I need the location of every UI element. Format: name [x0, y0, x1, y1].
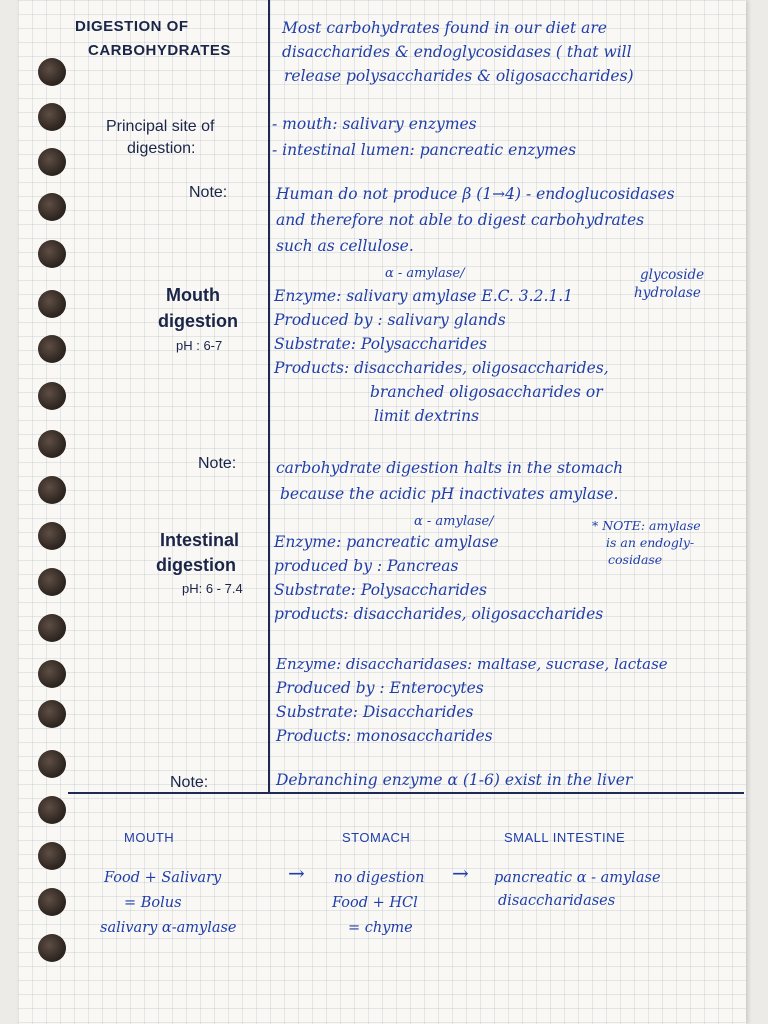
intro-line-1: Most carbohydrates found in our diet are: [282, 19, 607, 37]
binder-hole: [38, 888, 66, 916]
diagram-stomach-line-2: Food + HCl: [332, 895, 418, 911]
disaccharidase-produced-by: Produced by : Enterocytes: [276, 679, 484, 697]
mouth-side-note-1: glycoside: [640, 267, 705, 283]
mouth-digestion-label-1: Mouth: [166, 285, 220, 305]
note-2-line-2: because the acidic pH inactivates amylase.: [280, 485, 619, 503]
diagram-mouth-line-1: Food + Salivary: [104, 870, 222, 886]
intestinal-products: products: disaccharides, oligosaccharides: [274, 605, 604, 623]
diagram-mouth-line-3: salivary α-amylase: [100, 920, 237, 936]
intro-line-2: disaccharides & endoglycosidases ( that will: [282, 43, 632, 61]
intestinal-ph: pH: 6 - 7.4: [182, 581, 243, 596]
binder-hole: [38, 934, 66, 962]
binder-hole: [38, 193, 66, 221]
binder-hole: [38, 58, 66, 86]
binder-hole: [38, 240, 66, 268]
diagram-arrow-1: →: [288, 861, 305, 885]
binder-hole: [38, 614, 66, 642]
diagram-stomach-line-3: = chyme: [348, 920, 413, 936]
intestinal-enzyme-insertion: α - amylase/: [414, 514, 494, 529]
mouth-side-note-2: hydrolase: [634, 285, 701, 301]
binder-hole: [38, 700, 66, 728]
principal-site-line-2: - intestinal lumen: pancreatic enzymes: [272, 141, 577, 159]
mouth-produced-by: Produced by : salivary glands: [274, 311, 506, 329]
diagram-header-stomach: STOMACH: [342, 830, 411, 845]
mouth-products-2: branched oligosaccharides or: [370, 383, 603, 401]
binder-holes: [35, 0, 71, 1024]
binder-hole: [38, 382, 66, 410]
mouth-ph: pH : 6-7: [176, 338, 223, 353]
note-1-line-2: and therefore not able to digest carbohydrates: [276, 211, 645, 229]
diagram-header-small-intestine: SMALL INTESTINE: [504, 830, 626, 845]
disaccharidase-products: Products: monosaccharides: [276, 727, 493, 745]
disaccharidase-substrate: Substrate: Disaccharides: [276, 703, 474, 721]
note-3-line: Debranching enzyme α (1-6) exist in the liver: [276, 771, 633, 789]
principal-site-label-1: Principal site of: [106, 118, 215, 135]
binder-hole: [38, 796, 66, 824]
note-1-line-3: such as cellulose.: [276, 237, 414, 255]
binder-hole: [38, 476, 66, 504]
intestinal-digestion-label-2: digestion: [156, 555, 236, 575]
binder-hole: [38, 568, 66, 596]
diagram-mouth-line-2: = Bolus: [124, 895, 182, 911]
binder-hole: [38, 660, 66, 688]
mouth-products-3: limit dextrins: [374, 407, 480, 425]
mouth-products-1: Products: disaccharides, oligosaccharides,: [274, 359, 609, 377]
note-1-label: Note:: [189, 184, 228, 201]
principal-site-label-2: digestion:: [127, 140, 196, 157]
note-2-line-1: carbohydrate digestion halts in the stomach: [276, 459, 624, 477]
page-title-line-2: CARBOHYDRATES: [88, 42, 231, 59]
binder-hole: [38, 103, 66, 131]
binder-hole: [38, 335, 66, 363]
binder-hole: [38, 290, 66, 318]
disaccharidase-enzyme: Enzyme: disaccharidases: maltase, sucrase, lactase: [276, 655, 668, 673]
section-divider: [68, 792, 744, 794]
diagram-arrow-2: →: [452, 861, 469, 885]
binder-hole: [38, 842, 66, 870]
binder-hole: [38, 522, 66, 550]
binder-hole: [38, 148, 66, 176]
note-3-label: Note:: [170, 774, 209, 791]
principal-site-line-1: - mouth: salivary enzymes: [272, 115, 477, 133]
binder-hole: [38, 430, 66, 458]
intestinal-side-note-3: cosidase: [608, 552, 663, 567]
note-2-label: Note:: [198, 455, 237, 472]
page-title-line-1: DIGESTION OF: [75, 18, 189, 35]
diagram-header-mouth: MOUTH: [124, 830, 175, 845]
binder-hole: [38, 750, 66, 778]
diagram-intestine-line-2: disaccharidases: [498, 893, 616, 909]
mouth-substrate: Substrate: Polysaccharides: [274, 335, 487, 353]
note-1-line-1: Human do not produce β (1→4) - endoglucosidases: [276, 185, 675, 203]
intestinal-enzyme: Enzyme: pancreatic amylase: [274, 533, 499, 551]
mouth-enzyme: Enzyme: salivary amylase E.C. 3.2.1.1: [274, 287, 574, 305]
intestinal-substrate: Substrate: Polysaccharides: [274, 581, 487, 599]
diagram-stomach-line-1: no digestion: [334, 870, 425, 886]
mouth-digestion-label-2: digestion: [158, 311, 238, 331]
intestinal-produced-by: produced by : Pancreas: [274, 557, 459, 575]
diagram-intestine-line-1: pancreatic α - amylase: [494, 870, 661, 886]
intestinal-side-note-1: * NOTE: amylase: [592, 518, 701, 533]
intestinal-digestion-label-1: Intestinal: [160, 530, 240, 550]
intro-line-3: release polysaccharides & oligosaccharides): [284, 67, 634, 85]
mouth-enzyme-insertion: α - amylase/: [385, 266, 465, 281]
margin-divider: [268, 0, 270, 792]
intestinal-side-note-2: is an endogly-: [606, 535, 695, 550]
